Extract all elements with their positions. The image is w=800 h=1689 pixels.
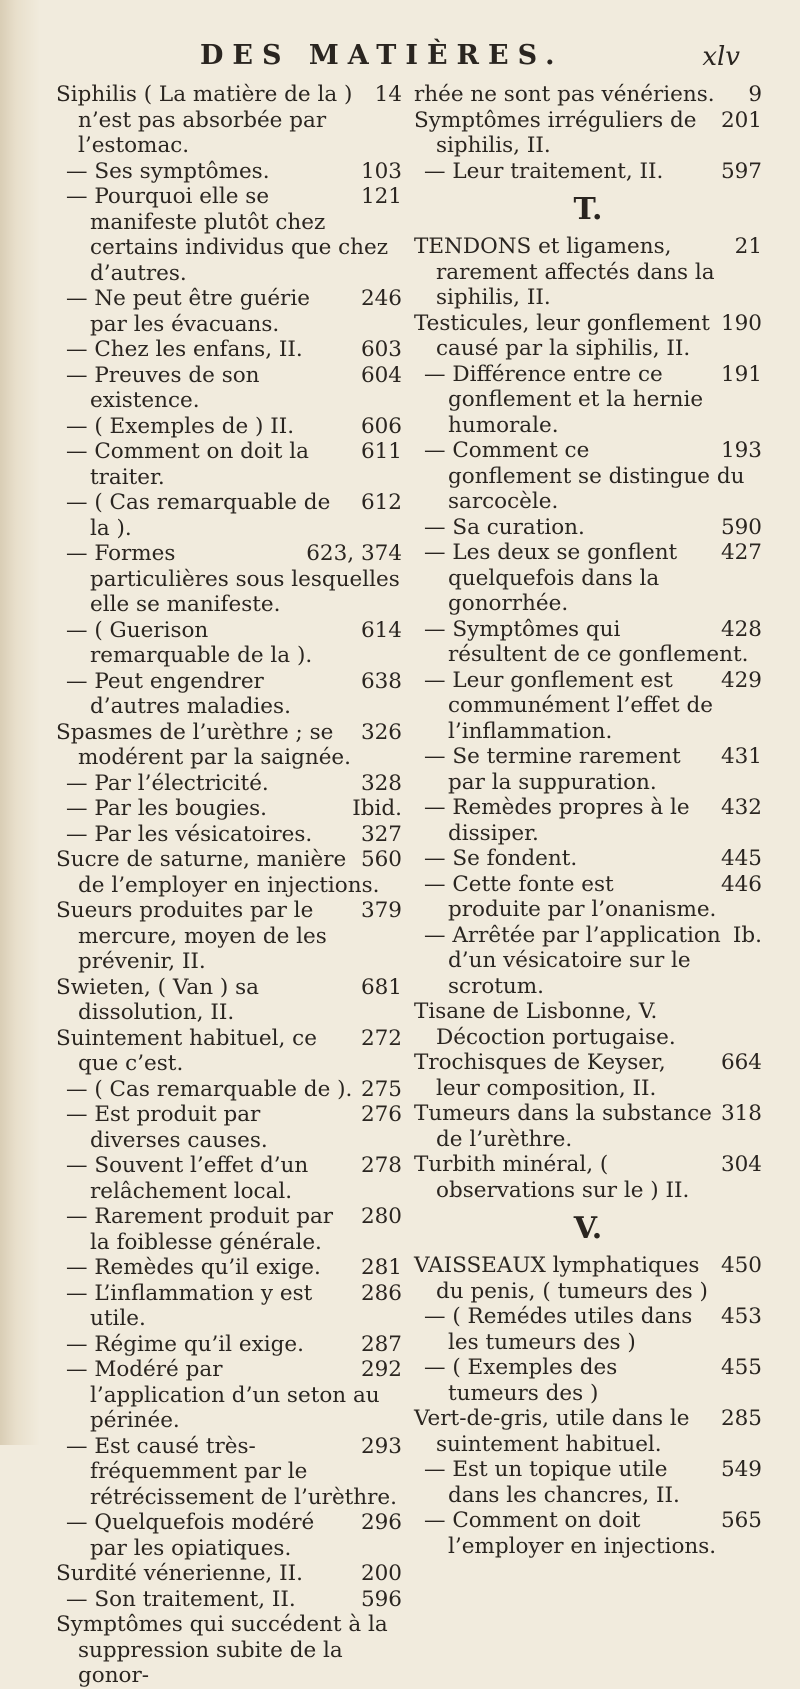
index-entry [414, 1152, 762, 1203]
entry-text: — Ses symptômes. [66, 158, 270, 184]
entry-page-ref: 200 [360, 1561, 402, 1586]
index-entry [56, 286, 402, 337]
index-entry [56, 414, 402, 440]
index-entry [56, 1255, 402, 1281]
entry-text: — Par les bougies. [66, 796, 268, 821]
entry-text: — Modéré par l’application d’un seton au périnée. [66, 1357, 380, 1433]
index-entry [56, 82, 402, 159]
index-entry [56, 1102, 402, 1153]
entry-page-ref: 549 [720, 1457, 762, 1482]
entry-text: — Pourquoi elle se manifeste plutôt chez certains individus que chez d’autres. [66, 184, 389, 286]
section-v-entries [414, 1253, 762, 1559]
entry-text: — ( Remédes utiles dans les tumeurs des ) [424, 1304, 693, 1355]
entry-page-ref: 606 [360, 413, 402, 439]
entry-text: Siphilis ( La matière de la ) n’est pas absorbée par l’estomac. [56, 82, 353, 158]
index-entry [56, 1281, 402, 1332]
page-header [200, 40, 740, 80]
entry-text: — Symptômes qui résultent de ce gonflement. [424, 616, 749, 667]
entry-page-ref: 379 [360, 898, 402, 923]
entry-text: — Se termine rarement par la suppuration. [424, 744, 681, 795]
entry-text: — Se fondent. [424, 846, 578, 871]
index-entry [56, 1153, 402, 1204]
index-entry [414, 108, 762, 159]
entry-page-ref: 611 [360, 439, 402, 464]
index-entry [56, 184, 402, 286]
entry-text: — Rarement produit par la foiblesse générale. [66, 1204, 334, 1255]
index-entry [414, 1508, 762, 1559]
entry-text: — Quelquefois modéré par les opiatiques. [66, 1510, 315, 1561]
page-number: xlv [702, 42, 740, 72]
entry-page-ref: 446 [720, 871, 762, 897]
index-entry [414, 846, 762, 872]
left-column [56, 82, 402, 1689]
entry-text: Testicules, leur gonflement causé par la siphilis, II. [414, 310, 710, 361]
entry-page-ref: 326 [360, 719, 402, 745]
index-entry [56, 1332, 402, 1358]
entry-page-ref: 604 [360, 362, 402, 388]
entry-page-ref: 281 [360, 1255, 402, 1280]
entry-text: — ( Exemples des tumeurs des ) [424, 1355, 618, 1406]
entry-text: — Leur gonflement est communément l’effet de l’inflammation. [424, 667, 714, 744]
entry-page-ref: 292 [360, 1357, 402, 1382]
index-entry [414, 159, 762, 185]
index-entry [56, 541, 402, 618]
entry-page-ref: 427 [720, 540, 762, 565]
index-entry [414, 1253, 762, 1304]
entry-text: — Leur traitement, II. [424, 158, 664, 184]
entry-text: — Est un topique utile dans les chancres, II. [424, 1457, 680, 1508]
entry-text: — Régime qu’il exige. [66, 1331, 304, 1357]
entry-page-ref: 304 [720, 1152, 762, 1177]
index-entry [414, 82, 762, 108]
index-entry [414, 540, 762, 617]
entry-text: — L’inflammation y est utile. [66, 1280, 313, 1331]
right-column [414, 82, 762, 1559]
entry-page-ref: 296 [360, 1510, 402, 1535]
index-entry [56, 669, 402, 720]
index-entry [414, 872, 762, 923]
entry-page-ref: 453 [720, 1304, 762, 1329]
index-entry [56, 159, 402, 185]
index-entry [56, 1612, 402, 1689]
entry-text: — Est causé très-fréquemment par le rétrécissement de l’urèthre. [66, 1433, 397, 1510]
entry-page-ref: 597 [720, 158, 762, 184]
entry-page-ref: 193 [720, 438, 762, 463]
entry-page-ref: 280 [360, 1204, 402, 1229]
index-entry [414, 744, 762, 795]
index-entry [56, 1357, 402, 1434]
index-entry [56, 1026, 402, 1077]
index-entry [414, 438, 762, 515]
entry-page-ref: 590 [720, 514, 762, 540]
entry-page-ref: 275 [360, 1076, 402, 1102]
entry-text: — Les deux se gonflent quelquefois dans la gonorrhée. [424, 540, 678, 616]
index-entry [56, 618, 402, 669]
entry-text: — Souvent l’effet d’un relâchement local. [66, 1153, 309, 1204]
index-entry [414, 362, 762, 439]
entry-text: — Cette fonte est produite par l’onanisme. [424, 871, 717, 922]
index-entry [56, 439, 402, 490]
index-entry [56, 1587, 402, 1613]
index-entry [414, 795, 762, 846]
index-entry [414, 668, 762, 745]
entry-text: — Comment ce gonflement se distingue du sarcocèle. [424, 438, 745, 514]
entry-text: — Formes particulières sous lesquelles elle se manifeste. [66, 541, 400, 617]
index-entry [414, 1406, 762, 1457]
entry-page-ref: 450 [720, 1253, 762, 1278]
entry-text: Tumeurs dans la substance de l’urèthre. [414, 1101, 712, 1152]
index-entry [56, 796, 402, 822]
entry-page-ref: Ib. [732, 922, 762, 948]
entry-text: — Par l’électricité. [66, 770, 269, 796]
entry-text: — Est produit par diverses causes. [66, 1102, 268, 1153]
entry-text: — ( Exemples de ) II. [66, 413, 295, 439]
entry-text: — Remèdes propres à le dissiper. [424, 795, 690, 846]
index-entry [56, 363, 402, 414]
entry-text: Vert-de-gris, utile dans le suintement habituel. [414, 1406, 690, 1457]
entry-page-ref: 623, 374 [306, 541, 402, 566]
entry-page-ref: 565 [720, 1508, 762, 1533]
index-entry [56, 822, 402, 848]
index-entry [56, 771, 402, 797]
entry-page-ref: 614 [360, 617, 402, 643]
entry-page-ref: 429 [720, 667, 762, 693]
index-entry [56, 337, 402, 363]
entry-text: Symptômes qui succédent à la suppression subite de la gonor- [56, 1612, 388, 1688]
page-binding-edge [0, 0, 40, 1445]
entry-page-ref: 9 [748, 82, 762, 107]
entry-text: Trochisques de Keyser, leur composition, II. [414, 1050, 666, 1101]
index-entry [56, 975, 402, 1026]
index-entry [56, 720, 402, 771]
entry-text: — Sa curation. [424, 514, 585, 540]
entry-text: — Ne peut être guérie par les évacuans. [66, 286, 310, 337]
entry-page-ref: 638 [360, 668, 402, 694]
entry-text: Tisane de Lisbonne, V. Décoction portugaise. [414, 999, 676, 1050]
entry-page-ref: 560 [360, 847, 402, 872]
entry-page-ref: 286 [360, 1280, 402, 1306]
section-t-entries [414, 234, 762, 1203]
entry-text: Suintement habituel, ce que c’est. [56, 1025, 317, 1076]
index-entry [56, 1204, 402, 1255]
entry-text: — Chez les enfans, II. [66, 337, 303, 362]
entry-page-ref: 285 [720, 1406, 762, 1431]
index-entry [414, 1457, 762, 1508]
index-entry [414, 311, 762, 362]
entry-page-ref: 445 [720, 846, 762, 871]
index-entry [414, 1050, 762, 1101]
index-entry [56, 490, 402, 541]
entry-page-ref: 596 [360, 1586, 402, 1612]
section-letter-v: V. [573, 1211, 603, 1246]
entry-page-ref: 664 [720, 1050, 762, 1075]
entry-text: VAISSEAUX lymphatiques du penis, ( tumeurs des ) [414, 1253, 708, 1304]
entry-text: Sucre de saturne, manière de l’employer en injections. [56, 847, 380, 898]
entry-text: Sueurs produites par le mercure, moyen de les prévenir, II. [56, 898, 327, 974]
entry-page-ref: 327 [360, 821, 402, 847]
index-entry [56, 898, 402, 975]
index-entry [56, 847, 402, 898]
entry-page-ref: 190 [720, 310, 762, 336]
entry-text: — Différence entre ce gonflement et la hernie humorale. [424, 361, 704, 438]
entry-page-ref: 428 [720, 616, 762, 642]
entry-text: — ( Cas remarquable de ). [66, 1076, 353, 1102]
index-entry [414, 617, 762, 668]
entry-page-ref: 287 [360, 1331, 402, 1357]
entry-page-ref: 293 [360, 1433, 402, 1459]
entry-text: — Par les vésicatoires. [66, 821, 313, 847]
entry-text: — ( Guerison remarquable de la ). [66, 617, 313, 668]
entry-page-ref: 246 [360, 286, 402, 311]
entry-text: Turbith minéral, ( observations sur le ) II. [414, 1152, 690, 1203]
entry-page-ref: 21 [734, 234, 762, 259]
index-entry [414, 923, 762, 1000]
entry-text: rhée ne sont pas vénériens. [414, 82, 715, 107]
right-column-continuation [414, 82, 762, 184]
running-title: DES MATIÈRES. [200, 40, 564, 71]
entry-page-ref: 272 [360, 1025, 402, 1051]
entry-page-ref: 612 [360, 490, 402, 515]
index-entry [414, 1304, 762, 1355]
entry-text: Symptômes irréguliers de siphilis, II. [414, 107, 697, 158]
entry-text: Spasmes de l’urèthre ; se modérent par la saignée. [56, 719, 351, 770]
entry-page-ref: 432 [720, 795, 762, 820]
index-entry [414, 234, 762, 311]
entry-text: — Preuves de son existence. [66, 362, 260, 413]
entry-text: TENDONS et ligamens, rarement affectés dans la siphilis, II. [414, 234, 715, 310]
entry-page-ref: 14 [374, 82, 402, 107]
entry-text: Surdité vénerienne, II. [56, 1561, 303, 1586]
entry-text: — Comment on doit l’employer en injections. [424, 1508, 717, 1559]
index-entry [56, 1561, 402, 1587]
entry-text: — Comment on doit la traiter. [66, 439, 309, 490]
index-entry [414, 1101, 762, 1152]
entry-page-ref: Ibid. [352, 796, 402, 821]
entry-page-ref: 455 [720, 1355, 762, 1380]
index-entry [414, 515, 762, 541]
entry-page-ref: 103 [360, 158, 402, 184]
entry-text: Swieten, ( Van ) sa dissolution, II. [56, 974, 259, 1025]
entry-page-ref: 681 [360, 974, 402, 1000]
entry-text: — Arrêtée par l’application d’un vésicatoire sur le scrotum. [424, 922, 721, 999]
entry-page-ref: 276 [360, 1102, 402, 1127]
entry-text: — ( Cas remarquable de la ). [66, 490, 331, 541]
entry-page-ref: 603 [360, 337, 402, 362]
entry-text: — Peut engendrer d’autres maladies. [66, 668, 291, 719]
entry-page-ref: 121 [360, 184, 402, 209]
entry-page-ref: 431 [720, 744, 762, 769]
index-entry [414, 999, 762, 1050]
entry-page-ref: 328 [360, 770, 402, 796]
entry-page-ref: 318 [720, 1101, 762, 1126]
index-entry [56, 1077, 402, 1103]
index-entry [56, 1510, 402, 1561]
entry-page-ref: 278 [360, 1153, 402, 1178]
entry-page-ref: 201 [720, 107, 762, 133]
entry-page-ref: 191 [720, 361, 762, 387]
index-entry [414, 1355, 762, 1406]
entry-text: — Remèdes qu’il exige. [66, 1255, 321, 1280]
section-letter-t: T. [573, 192, 603, 227]
entry-text: — Son traitement, II. [66, 1586, 296, 1612]
